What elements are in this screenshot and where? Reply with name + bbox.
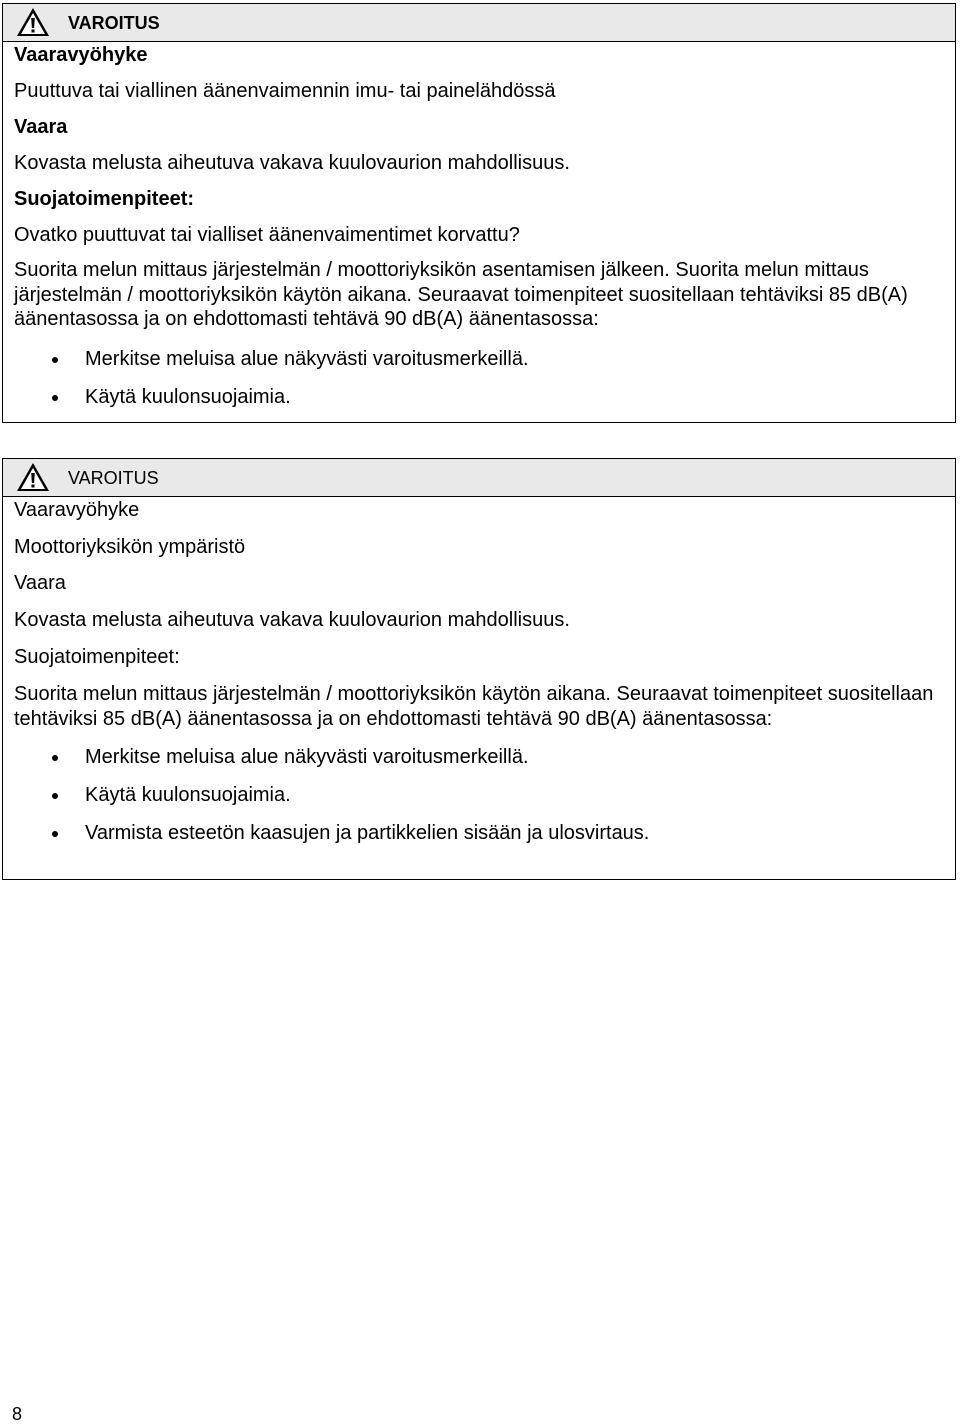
- warning-box-1: [2, 3, 956, 423]
- warning-triangle-icon: [16, 462, 50, 492]
- list-item: Merkitse meluisa alue näkyvästi varoitusmerkeillä.: [14, 347, 945, 371]
- danger-heading: Vaara: [14, 116, 68, 138]
- list-item: Merkitse meluisa alue näkyvästi varoitusmerkeillä.: [14, 745, 945, 769]
- list-item: Käytä kuulonsuojaimia.: [14, 783, 945, 807]
- warning-label: VAROITUS: [68, 13, 160, 33]
- measures-list: [14, 347, 945, 409]
- hazard-zone-text: Puuttuva tai viallinen äänenvaimennin imu- tai painelähdössä: [14, 80, 556, 102]
- protective-measures-heading: Suojatoimenpiteet:: [14, 646, 180, 668]
- measures-list: [14, 745, 945, 845]
- measures-paragraph: Suorita melun mittaus järjestelmän / moottoriyksikön asentamisen jälkeen. Suorita melun mittaus järjestelmän / moottoriyksikön käytön aikana. Seuraavat toimenpiteet suositellaan tehtäviksi 85 dB(A) äänentasossa ja on ehdottomasti tehtävä 90 dB(A) äänentasossa:: [14, 259, 908, 330]
- danger-text: Kovasta melusta aiheutuva vakava kuulovaurion mahdollisuus.: [14, 609, 570, 631]
- measures-paragraph: Suorita melun mittaus järjestelmän / moottoriyksikön käytön aikana. Seuraavat toimenpiteet suositellaan tehtäviksi 85 dB(A) äänentasossa ja on ehdottomasti tehtävä 90 dB(A) äänentasossa:: [14, 683, 934, 730]
- warning-header: [3, 459, 955, 497]
- warning-header: [3, 4, 955, 42]
- protective-measures-heading: Suojatoimenpiteet:: [14, 188, 195, 210]
- danger-text: Kovasta melusta aiheutuva vakava kuulovaurion mahdollisuus.: [14, 152, 570, 174]
- hazard-zone-heading: Vaaravyöhyke: [14, 44, 148, 66]
- warning-content: [3, 498, 955, 845]
- danger-heading: Vaara: [14, 572, 66, 594]
- hazard-zone-text: Moottoriyksikön ympäristö: [14, 536, 246, 558]
- warning-triangle-icon: [16, 7, 50, 37]
- list-item: Käytä kuulonsuojaimia.: [14, 385, 945, 409]
- warning-label: VAROITUS: [68, 468, 159, 488]
- warning-box-2: [2, 458, 956, 880]
- hazard-zone-heading: Vaaravyöhyke: [14, 499, 140, 521]
- question-text: Ovatko puuttuvat tai vialliset äänenvaimentimet korvattu?: [14, 224, 520, 246]
- list-item: Varmista esteetön kaasujen ja partikkelien sisään ja ulosvirtaus.: [14, 821, 945, 845]
- warning-content: [3, 43, 955, 409]
- page-number: 8: [12, 1404, 23, 1424]
